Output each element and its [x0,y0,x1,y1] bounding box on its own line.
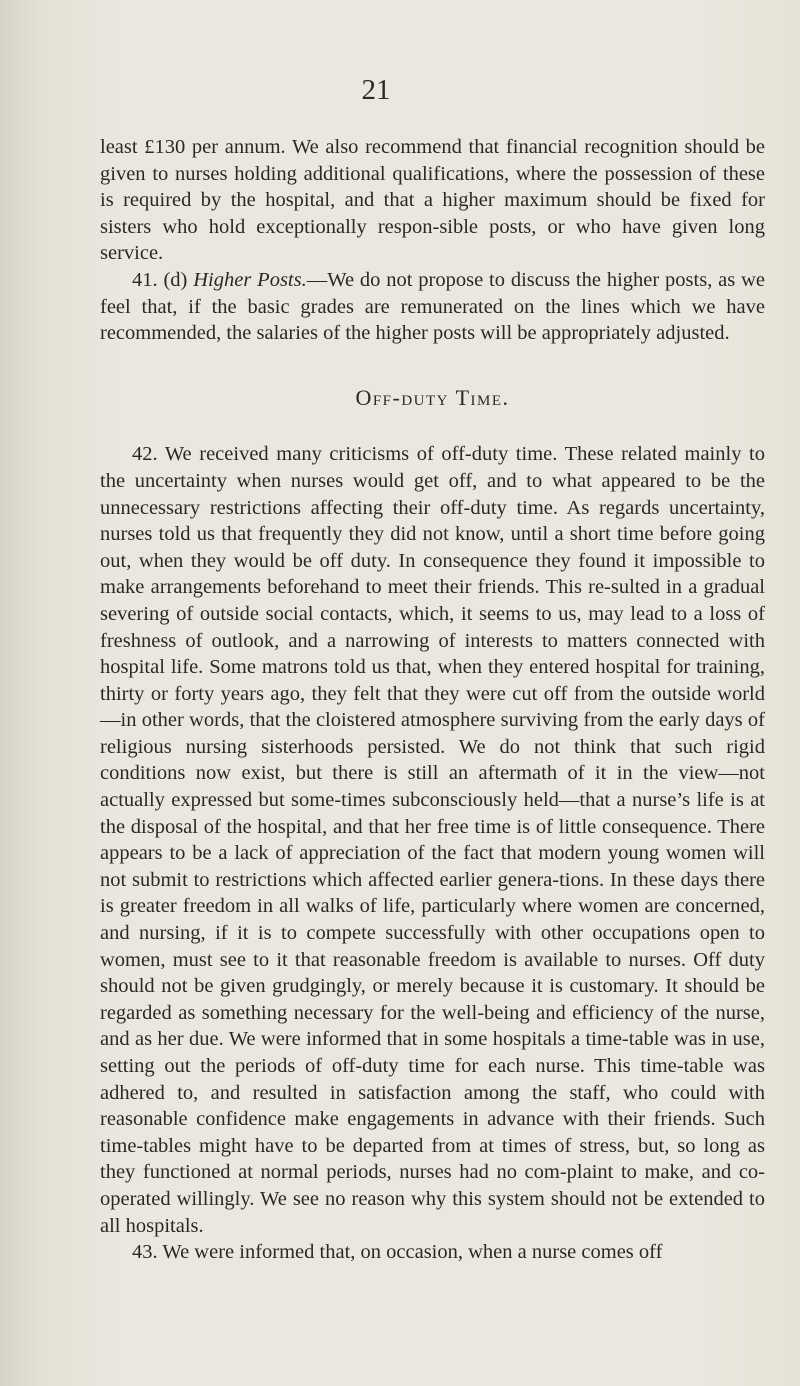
paragraph-41-text: —We do not propose to discuss the higher posts, as we feel that, if the basic grades are remunerated on the lines which we have recommended, the salaries of the higher posts will be appropriately adjusted. [100,268,766,345]
paragraph-43-start: 43. We were informed that, on occasion, when a nurse comes off [132,1241,663,1264]
body-text [100,134,765,1266]
paragraph-41-number: 41. (d) [132,268,188,291]
page-number: 21 [361,74,391,106]
paragraph-42: 42. We received many criticisms of off-duty time. These related mainly to the uncertainty when nurses would get off, and to what appeared to be the unnecessary restrictions affecting their off-duty time. As regards uncertainty, nurses told us that frequently they did not know, until a short time before going out, when they would be off duty. In consequence they found it impossible to make arrangements beforehand to meet their friends. This re-sulted in a gradual severing of outside social contacts, which, it seems to us, may lead to a loss of freshness of outlook, and a narrowing of interests to matters connected with hospital life. Some matrons told us that, when they entered hospital for training, thirty or forty years ago, they felt that they were cut off from the outside world—in other words, that the cloistered atmosphere surviving from the early days of religious nursing sisterhoods persisted. We do not think that such rigid conditions now exist, but there is still an aftermath of it in the view—not actually expressed but some-times subconsciously held—that a nurse’s life is at the disposal of the hospital, and that her free time is of little consequence. There appears to be a lack of appreciation of the fact that modern young women will not submit to restrictions which affected earlier genera-tions. In these days there is greater freedom in all walks of life, particularly where women are concerned, and nursing, if it is to compete successfully with other occupations open to women, must see to it that reasonable freedom is available to nurses. Off duty should not be given grudgingly, or merely because it is customary. It should be regarded as something necessary for the well-being and efficiency of the nurse, and as her due. We were informed that in some hospitals a time-table was in use, setting out the periods of off-duty time for each nurse. This time-table was adhered to, and resulted in satisfaction among the staff, who could with reasonable confidence make engagements in advance with their friends. Such time-tables might have to be departed from at times of stress, but, so long as they functioned at normal periods, nurses had no com-plaint to make, and co-operated willingly. We see no reason why this system should not be extended to all hospitals. [100,443,765,1237]
paragraph-41 [100,267,765,347]
section-heading [100,385,765,412]
paragraph-41-label: Higher Posts. [193,268,307,291]
paragraph-40-continuation: least £130 per annum. We also recommend that financial recognition should be given to nurses holding additional qualifications, where the possession of these is required by the hospital, and that a higher maximum should be fixed for sisters who hold exceptionally respon-sible posts, or who have given long service. [100,136,765,265]
section-heading-text: Off-duty Time. [355,384,510,410]
